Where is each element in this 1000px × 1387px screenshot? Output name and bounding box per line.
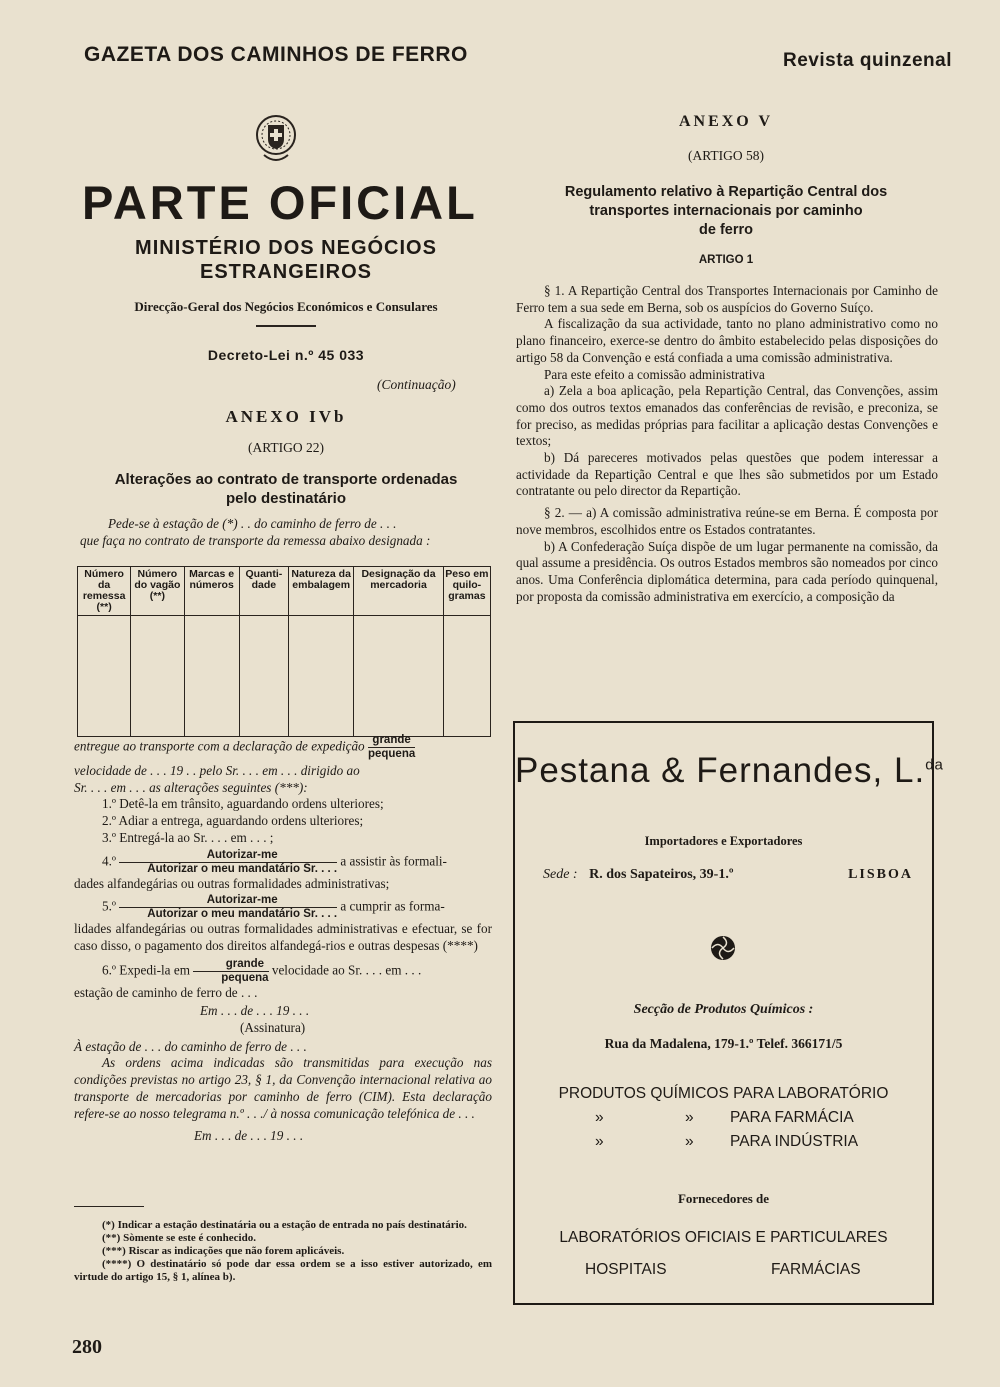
annex-v-article: (ARTIGO 58) [687, 148, 765, 163]
table-cell [289, 616, 354, 737]
article-1: ARTIGO 1 [698, 254, 754, 266]
annex-ivb-article: (ARTIGO 22) [247, 440, 325, 455]
order-item-6: 6.º Expedi-la em $\frac{\text{grande}}{\text{pequena}}$ velocidade ao Sr. . . . em . . . [102, 957, 422, 984]
table-cell [131, 616, 184, 737]
continuation: (Continuação) [377, 377, 456, 392]
order-item-5-cont: lidades alfandegárias ou outras formalidades administrativas e efectuar, se for caso disso, o pagamento dos direitos alfandegá-rios e outras despesas (****) [74, 921, 492, 953]
table-cell [354, 616, 443, 737]
annex-heading-line1: Alterações ao contrato de transporte ordenadas [114, 471, 458, 488]
annex-heading-line2: pelo destinatário [225, 490, 347, 507]
speed-fraction: $\frac{\text{grande}}{\text{pequena}}$ [367, 734, 416, 760]
table-cell [443, 616, 490, 737]
page-title: PARTE OFICIAL [82, 176, 478, 229]
paragraph: § 2. — a) A comissão administrativa reúne-se em Berna. É composta por nove membros, escolhidos entre os Estados contratantes. [516, 505, 938, 537]
footnote-divider [74, 1206, 144, 1207]
order-item-4-cont: dades alfandegárias ou outras formalidades administrativas; [74, 875, 390, 891]
ad-section: Secção de Produtos Químicos : [633, 1002, 814, 1017]
footnote-4: (****) O destinatário só pode dar essa ordem se a isso estiver autorizado, em virtude do artigo 15, § 1, alínea b). [74, 1258, 492, 1283]
ad-clients-pharmacies: FARMÁCIAS [771, 1261, 861, 1278]
footnote-3: (***) Riscar as indicações que não forem aplicáveis. [102, 1245, 345, 1257]
ministry-line2: ESTRANGEIROS [199, 261, 373, 283]
table-cell [239, 616, 288, 737]
table-header: Designação da mercadoria [354, 567, 443, 616]
ad-products-line2: » » PARA FARMÁCIA [595, 1109, 854, 1126]
order-item-5: 5.º $\frac{\text{Autorizar-me}}{\text{Autorizar o meu mandatário Sr. . . .}}$ a cumprir as forma- [102, 894, 445, 921]
ad-clients-line1: LABORATÓRIOS OFICIAIS E PARTICULARES [559, 1229, 888, 1246]
footnotes [74, 1219, 492, 1284]
ad-tagline: Importadores e Exportadores [644, 834, 803, 848]
ad-clients-hospitals: HOSPITAIS [585, 1261, 667, 1278]
to-station: À estação de . . . do caminho de ferro de . . . [74, 1038, 307, 1054]
delivered-text: entregue ao transporte com a declaração de expedição [74, 738, 365, 754]
table-header: Peso em quilo-gramas [443, 567, 490, 616]
ad-section-address: Rua da Madalena, 179-1.º Telef. 366171/5 [604, 1036, 843, 1051]
form-body [74, 734, 492, 1145]
table-header: Natureza da embalagem [289, 567, 354, 616]
annex-v-title: ANEXO V [678, 113, 774, 130]
page-number: 280 [72, 1336, 102, 1358]
request-line1: Pede-se à estação de (*) . . do caminho de ferro de . . . [108, 516, 397, 531]
table-cell [184, 616, 239, 737]
table-header: Quanti-dade [239, 567, 288, 616]
request-text [80, 516, 492, 549]
journal-frequency: Revista quinzenal [783, 50, 952, 71]
order-item-3: 3.º Entregá-la ao Sr. . . . em . . . ; [102, 829, 274, 845]
footnote-2: (**) Sòmente se este é conhecido. [102, 1232, 256, 1244]
paragraph: Para este efeito a comissão administrativa [544, 366, 765, 382]
paragraph: b) Dá pareceres motivados pelas questões que podem interessar a actividade da Repartição Central e que lhes são submetidos por um Estado contratante ou pelo director da Repartição. [516, 450, 938, 499]
regulation-body [516, 283, 938, 605]
coat-of-arms-emblem [254, 111, 298, 167]
table-header: Número do vagão (**) [131, 567, 184, 616]
paragraph: b) A Confederação Suíça dispõe de um lugar permanente na comissão, da qual assume a presidência. Os outros Estados membros são nomeados por cinco anos. Uma Conferência diplomática determina, para cada período quinquenal, por proposta da comissão administrativa em exercício, a composição da [516, 538, 938, 604]
regulation-heading-line2: transportes internacionais por caminho [589, 203, 863, 219]
regulation-heading-line1: Regulamento relativo à Repartição Central dos [564, 184, 888, 200]
order-item-6-cont: estação de caminho de ferro de . . . [74, 984, 258, 1000]
order-item-4: 4.º $\frac{\text{Autorizar-me}}{\text{Autorizar o meu mandatário Sr. . . .}}$ a assistir às formali- [102, 848, 447, 875]
request-line2: que faça no contrato de transporte da remessa abaixo designada : [80, 532, 431, 548]
journal-title: GAZETA DOS CAMINHOS DE FERRO [84, 43, 468, 66]
velocity-line: velocidade de . . . 19 . . pelo Sr. . . . em . . . dirigido ao [74, 763, 360, 778]
swirl-ornament-icon [710, 935, 736, 961]
decree-number: Decreto-Lei n.º 45 033 [207, 347, 365, 363]
orders-text: As ordens acima indicadas são transmitidas para execução nas condições previstas no artigo 23, § 1, da Convenção internacional relativa ao transporte de mercadorias por caminho de ferro (CIM). Esta declaração refere-se ao nosso telegrama n.º . . ./ à nossa comunicação telefónica de . . . [74, 1055, 492, 1121]
table-cell [78, 616, 131, 737]
ad-company-name: Pestana & Fernandes, L.$^{da}$ [515, 751, 944, 790]
table-header: Marcas e números [184, 567, 239, 616]
divider [256, 325, 316, 327]
ad-products-line3: » » PARA INDÚSTRIA [595, 1133, 859, 1150]
order-item-2: 2.º Adiar a entrega, aguardando ordens ulteriores; [102, 813, 364, 829]
regulation-heading [516, 183, 936, 240]
date-line-1: Em . . . de . . . 19 . . . [200, 1003, 310, 1019]
paragraph: § 1. A Repartição Central dos Transportes Internacionais por Caminho de Ferro tem a sua sede em Berna, sob os auspícios do Governo Suíço. [516, 283, 938, 315]
regulation-heading-line3: de ferro [699, 222, 753, 238]
signature-label: (Assinatura) [240, 1020, 306, 1036]
date-line-2: Em . . . de . . . 19 . . . [194, 1128, 304, 1144]
directorate: Direcção-Geral dos Negócios Económicos e Consulares [134, 299, 438, 314]
changes-line: Sr. . . . em . . . as alterações seguintes (***): [74, 779, 308, 795]
paragraph: A fiscalização da sua actividade, tanto no plano administrativo como no plano financeiro, exerce-se dentro do âmbito estabelecido pelas disposições do artigo 58 da Convenção e está confiada a uma comissão administrativa. [516, 316, 938, 365]
paragraph: a) Zela a boa aplicação, pela Repartição Central, das Convenções, assim como dos outros textos emanados das conferências de revisão, e preconiza, se for preciso, as medidas próprias para facilitar a aplicação destas Convenções e textos; [516, 383, 938, 449]
ad-seat: Sede : R. dos Sapateiros, 39-1.º LISBOA [543, 867, 913, 882]
ad-products-line1: PRODUTOS QUÍMICOS PARA LABORATÓRIO [558, 1085, 889, 1102]
order-item-1: 1.º Detê-la em trânsito, aguardando ordens ulteriores; [102, 796, 384, 812]
ad-suppliers: Fornecedores de [677, 1191, 770, 1206]
annex-ivb-title: ANEXO IVb [225, 407, 347, 426]
footnote-1: (*) Indicar a estação destinatária ou a estação de entrada no país destinatário. [102, 1219, 467, 1231]
advertisement-box [513, 721, 944, 1305]
table-header: Número da remessa (**) [78, 567, 131, 616]
goods-table [77, 566, 491, 737]
ministry-line1: MINISTÉRIO DOS NEGÓCIOS [135, 237, 437, 259]
annex-ivb-heading [80, 470, 492, 508]
